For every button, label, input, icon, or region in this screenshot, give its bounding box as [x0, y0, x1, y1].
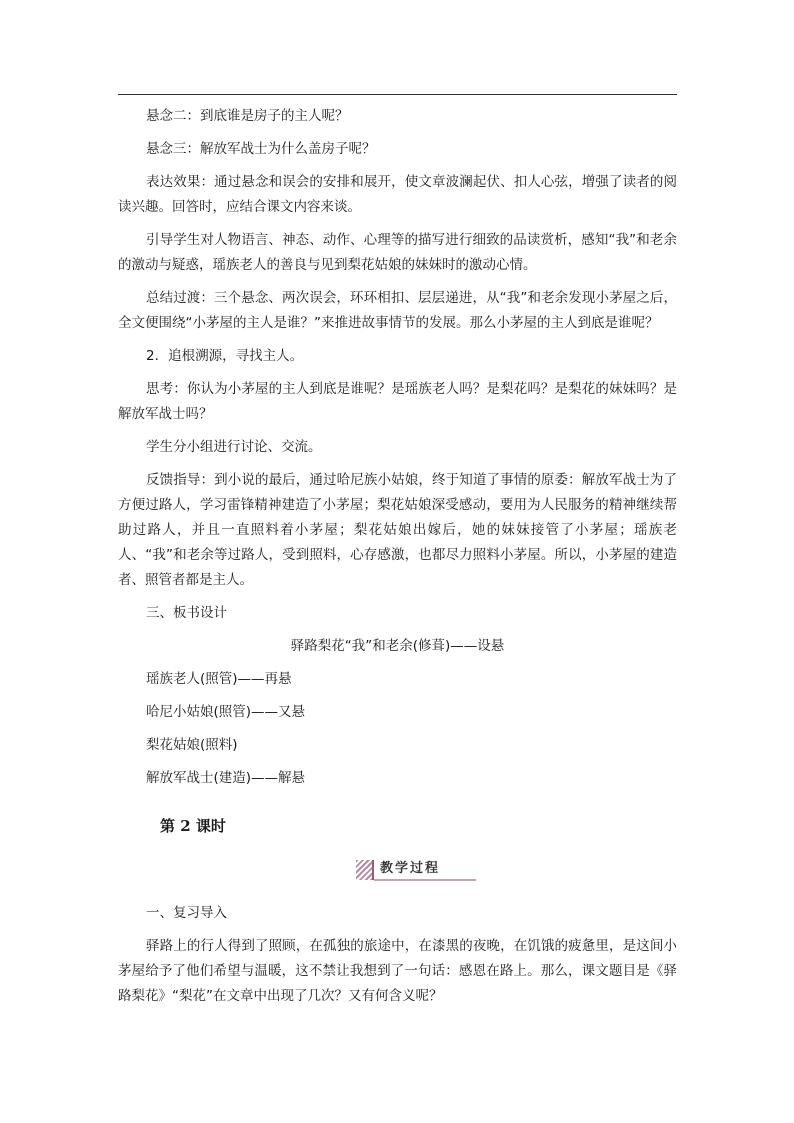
board-title: 驿路梨花“我”和老余(修葺)——设悬: [290, 638, 505, 654]
paragraph: 悬念三：解放军战士为什么盖房子呢？: [146, 141, 376, 157]
document-body: [118, 104, 677, 1009]
paragraph: 悬念二：到底谁是房子的主人呢？: [146, 108, 349, 124]
paragraph: 2．追根溯源，寻找主人。: [146, 348, 304, 364]
banner-stripe-decoration: [356, 860, 374, 880]
paragraph: 思考：你认为小茅屋的主人到底是谁呢？是瑶族老人吗？是梨花吗？是梨花的妹妹吗？是解放军战士吗？: [118, 381, 677, 422]
paragraph: 表达效果：通过悬念和误会的安排和展开，使文章波澜起伏、扣人心弦，增强了读者的阅读兴趣。回答时，应结合课文内容来谈。: [118, 174, 677, 215]
board-line: 瑶族老人(照管)——再悬: [146, 671, 292, 687]
paragraph: 三、板书设计: [146, 605, 227, 621]
board-line: 解放军战士(建造)——解悬: [146, 770, 306, 786]
section-heading: 第 2 课时: [160, 817, 226, 835]
banner-box: [356, 859, 476, 881]
paragraph: 驿路上的行人得到了照顾，在孤独的旅途中，在漆黑的夜晚，在饥饿的疲惫里，是这间小茅屋给予了他们希望与温暖，这不禁让我想到了一句话：感恩在路上。那么，课文题目是《驿路梨花》“梨花”在文章中出现了几次？又有何含义呢？: [118, 938, 677, 1004]
banner-label: 教学过程: [374, 859, 476, 881]
paragraph: 一、复习导入: [146, 905, 227, 921]
header-rule: [118, 94, 677, 95]
teaching-process-banner: [118, 859, 677, 885]
paragraph: 学生分小组进行讨论、交流。: [146, 439, 322, 455]
paragraph: 总结过渡：三个悬念、两次误会，环环相扣、层层递进，从“我”和老余发现小茅屋之后，全文便围绕“小茅屋的主人是谁？”来推进故事情节的发展。那么小茅屋的主人到底是谁呢？: [118, 290, 677, 331]
board-line: 梨花姑娘(照料): [146, 737, 238, 753]
paragraph: 引导学生对人物语言、神态、动作、心理等的描写进行细致的品读赏析，感知“我”和老余的激动与疑惑，瑶族老人的善良与见到梨花姑娘的妹妹时的激动心情。: [118, 232, 677, 273]
board-line: 哈尼小姑娘(照管)——又悬: [146, 704, 306, 720]
paragraph: 反馈指导：到小说的最后，通过哈尼族小姑娘，终于知道了事情的原委：解放军战士为了方便过路人，学习雷锋精神建造了小茅屋；梨花姑娘深受感动，要用为人民服务的精神继续帮助过路人，并且一直照料着小茅屋；梨花姑娘出嫁后，她的妹妹接管了小茅屋；瑶族老人、“我”和老余等过路人，受到照料，心存感激，也都尽力照料小茅屋。所以，小茅屋的建造者、照管者都是主人。: [118, 472, 677, 588]
